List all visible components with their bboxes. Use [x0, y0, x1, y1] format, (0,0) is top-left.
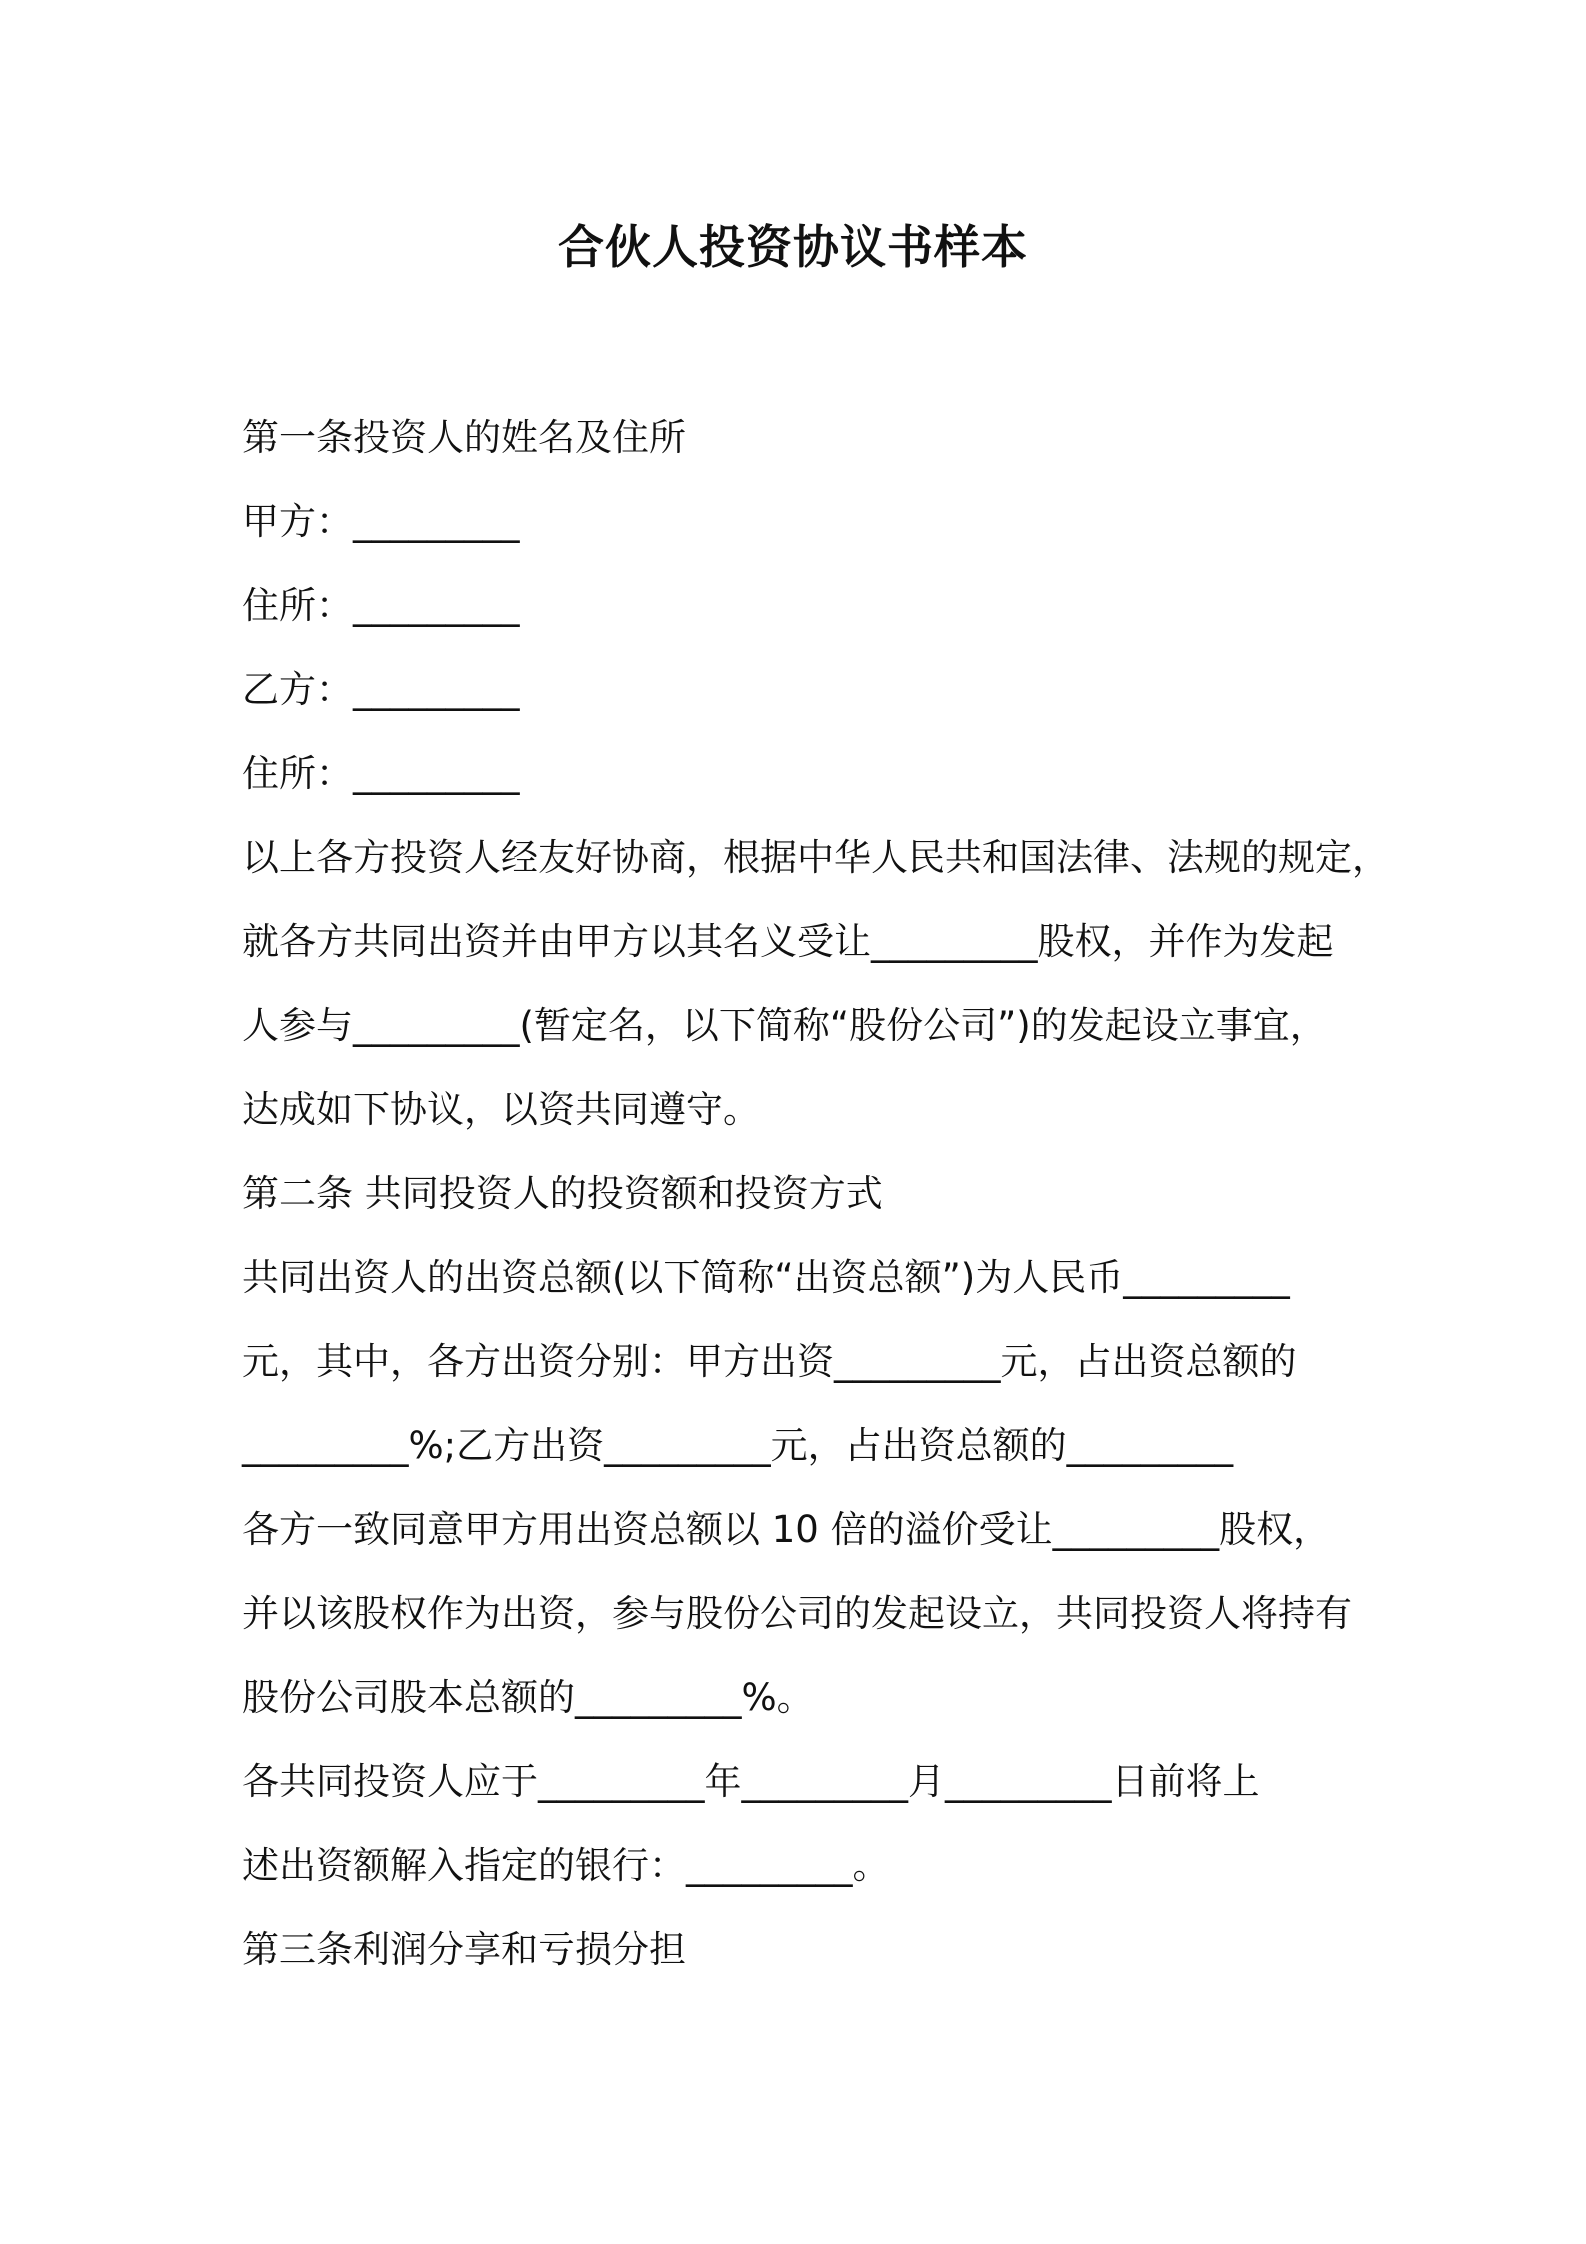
article-2-line: 元，其中，各方出资分别：甲方出资_________元，占出资总额的 — [242, 1340, 1297, 1383]
preamble-line: 就各方共同出资并由甲方以其名义受让_________股权，并作为发起 — [242, 920, 1334, 963]
article-2-line: 各方一致同意甲方用出资总额以 10 倍的溢价受让_________股权， — [242, 1508, 1331, 1551]
article-2-line: _________%;乙方出资_________元，占出资总额的_________ — [242, 1424, 1234, 1467]
article-2-heading: 第二条 共同投资人的投资额和投资方式 — [242, 1172, 883, 1215]
article-2-line: 述出资额解入指定的银行：_________。 — [242, 1844, 890, 1887]
preamble-line: 以上各方投资人经友好协商，根据中华人民共和国法律、法规的规定， — [242, 836, 1389, 879]
article-2-line: 股份公司股本总额的_________%。 — [242, 1676, 814, 1719]
preamble-line: 人参与_________(暂定名，以下简称“股份公司”)的发起设立事宜， — [242, 1004, 1327, 1047]
party-a-address-field: 住所：_________ — [242, 584, 520, 627]
party-b-address-field: 住所：_________ — [242, 752, 520, 795]
document-title: 合伙人投资协议书样本 — [558, 220, 1028, 274]
article-2-line: 各共同投资人应于_________年_________月_________日前将上 — [242, 1760, 1260, 1803]
article-2-line: 共同出资人的出资总额(以下简称“出资总额”)为人民币_________ — [242, 1256, 1290, 1299]
preamble-line: 达成如下协议，以资共同遵守。 — [242, 1088, 760, 1131]
article-3-heading: 第三条利润分享和亏损分担 — [242, 1928, 686, 1971]
article-1-heading: 第一条投资人的姓名及住所 — [242, 416, 686, 459]
party-a-field: 甲方：_________ — [242, 500, 520, 543]
party-b-field: 乙方：_________ — [242, 668, 520, 711]
article-2-line: 并以该股权作为出资，参与股份公司的发起设立，共同投资人将持有 — [242, 1592, 1352, 1635]
